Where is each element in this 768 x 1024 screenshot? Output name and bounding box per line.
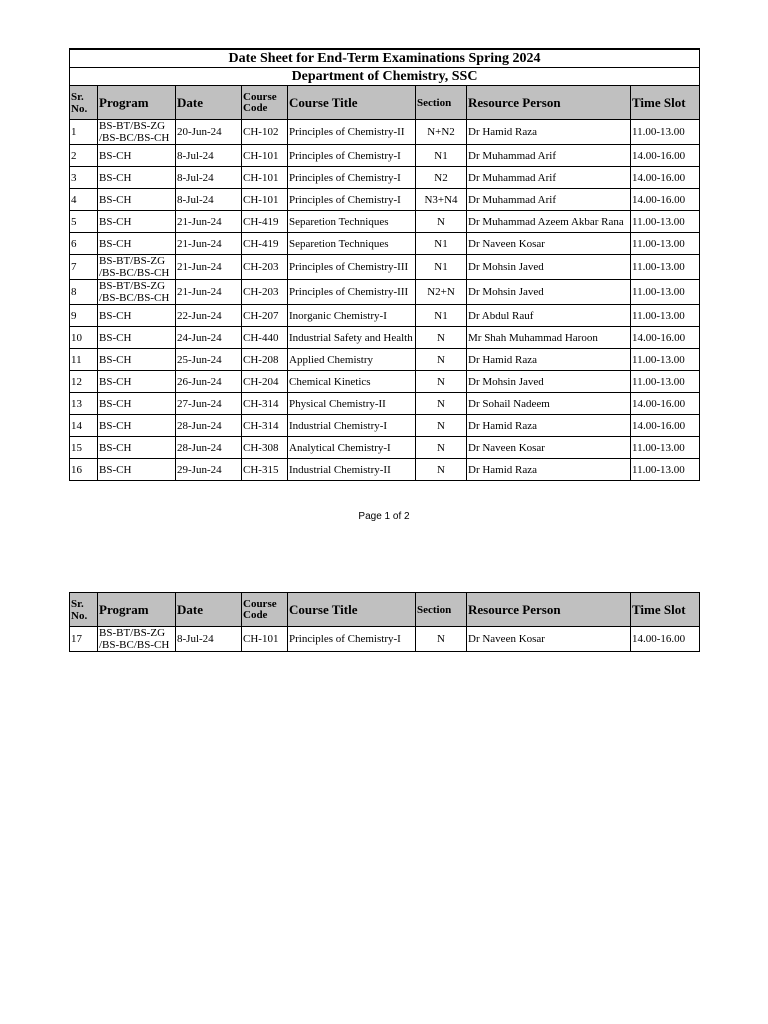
table-row: [70, 437, 700, 459]
cell-course-code: CH-203: [242, 280, 288, 305]
cell-sr-no: 3: [70, 167, 98, 189]
cell-date: 25-Jun-24: [176, 349, 242, 371]
cell-course-code: CH-314: [242, 415, 288, 437]
table-row: [70, 167, 700, 189]
date-sheet-table-continued: [69, 592, 700, 652]
cell-course-code: CH-101: [242, 627, 288, 652]
cell-sr-no: 8: [70, 280, 98, 305]
cell-sr-no: 6: [70, 233, 98, 255]
table-row: [70, 371, 700, 393]
cell-course-title: Applied Chemistry: [288, 349, 416, 371]
cell-course-title: Physical Chemistry-II: [288, 393, 416, 415]
cell-resource-person: Dr Hamid Raza: [467, 415, 631, 437]
cell-program: BS-BT/BS-ZG /BS-BC/BS-CH: [98, 627, 176, 652]
header-section: Section: [416, 86, 467, 120]
cell-section: N: [416, 371, 467, 393]
department-title: Department of Chemistry, SSC: [70, 68, 700, 86]
page-footer: Page 1 of 2: [358, 511, 410, 522]
cell-section: N: [416, 327, 467, 349]
cell-time-slot: 14.00-16.00: [631, 189, 700, 211]
cell-program: BS-CH: [98, 459, 176, 481]
cell-resource-person: Dr Muhammad Arif: [467, 189, 631, 211]
header-program: Program: [98, 593, 176, 627]
cell-course-title: Principles of Chemistry-I: [288, 145, 416, 167]
table-row: [70, 189, 700, 211]
cell-course-code: CH-101: [242, 189, 288, 211]
cell-resource-person: Dr Muhammad Arif: [467, 145, 631, 167]
cell-sr-no: 15: [70, 437, 98, 459]
cell-resource-person: Dr Muhammad Azeem Akbar Rana: [467, 211, 631, 233]
cell-course-title: Principles of Chemistry-III: [288, 255, 416, 280]
header-time-slot: Time Slot: [631, 86, 700, 120]
cell-resource-person: Dr Muhammad Arif: [467, 167, 631, 189]
cell-section: N: [416, 459, 467, 481]
cell-sr-no: 14: [70, 415, 98, 437]
table-row: [70, 349, 700, 371]
cell-section: N1: [416, 233, 467, 255]
cell-time-slot: 11.00-13.00: [631, 255, 700, 280]
table-row: [70, 459, 700, 481]
cell-section: N: [416, 627, 467, 652]
cell-course-title: Separetion Techniques: [288, 233, 416, 255]
cell-section: N2+N: [416, 280, 467, 305]
cell-course-title: Industrial Chemistry-II: [288, 459, 416, 481]
cell-date: 28-Jun-24: [176, 437, 242, 459]
cell-course-title: Principles of Chemistry-I: [288, 167, 416, 189]
header-resource-person: Resource Person: [467, 593, 631, 627]
cell-program: BS-CH: [98, 371, 176, 393]
header-time-slot: Time Slot: [631, 593, 700, 627]
cell-time-slot: 14.00-16.00: [631, 627, 700, 652]
cell-section: N1: [416, 255, 467, 280]
cell-date: 8-Jul-24: [176, 627, 242, 652]
table-row: [70, 255, 700, 280]
cell-sr-no: 1: [70, 120, 98, 145]
cell-date: 21-Jun-24: [176, 280, 242, 305]
cell-resource-person: Dr Hamid Raza: [467, 349, 631, 371]
cell-sr-no: 5: [70, 211, 98, 233]
sheet-title: Date Sheet for End-Term Examinations Spring 2024: [70, 49, 700, 68]
cell-sr-no: 10: [70, 327, 98, 349]
cell-time-slot: 11.00-13.00: [631, 305, 700, 327]
cell-section: N: [416, 393, 467, 415]
cell-resource-person: Dr Mohsin Javed: [467, 280, 631, 305]
cell-course-code: CH-419: [242, 233, 288, 255]
cell-time-slot: 11.00-13.00: [631, 280, 700, 305]
cell-resource-person: Dr Hamid Raza: [467, 120, 631, 145]
cell-resource-person: Mr Shah Muhammad Haroon: [467, 327, 631, 349]
cell-program: BS-CH: [98, 393, 176, 415]
header-course-title: Course Title: [288, 86, 416, 120]
cell-time-slot: 14.00-16.00: [631, 393, 700, 415]
cell-course-code: CH-308: [242, 437, 288, 459]
cell-section: N: [416, 415, 467, 437]
cell-resource-person: Dr Naveen Kosar: [467, 437, 631, 459]
table-row: [70, 415, 700, 437]
table-row: [70, 627, 700, 652]
cell-course-code: CH-314: [242, 393, 288, 415]
cell-date: 8-Jul-24: [176, 145, 242, 167]
cell-resource-person: Dr Naveen Kosar: [467, 627, 631, 652]
cell-course-code: CH-102: [242, 120, 288, 145]
cell-sr-no: 11: [70, 349, 98, 371]
cell-course-code: CH-207: [242, 305, 288, 327]
cell-sr-no: 7: [70, 255, 98, 280]
header-date: Date: [176, 86, 242, 120]
cell-course-code: CH-101: [242, 167, 288, 189]
header-row: [70, 593, 700, 627]
cell-section: N2: [416, 167, 467, 189]
cell-date: 28-Jun-24: [176, 415, 242, 437]
cell-section: N3+N4: [416, 189, 467, 211]
cell-program: BS-CH: [98, 349, 176, 371]
table-row: [70, 280, 700, 305]
cell-program: BS-CH: [98, 305, 176, 327]
cell-course-code: CH-204: [242, 371, 288, 393]
cell-time-slot: 14.00-16.00: [631, 327, 700, 349]
cell-course-title: Inorganic Chemistry-I: [288, 305, 416, 327]
cell-program: BS-CH: [98, 437, 176, 459]
header-course-title: Course Title: [288, 593, 416, 627]
table-row: [70, 145, 700, 167]
cell-course-title: Principles of Chemistry-III: [288, 280, 416, 305]
cell-course-title: Industrial Safety and Health: [288, 327, 416, 349]
cell-program: BS-CH: [98, 233, 176, 255]
cell-course-code: CH-419: [242, 211, 288, 233]
cell-course-code: CH-208: [242, 349, 288, 371]
cell-sr-no: 4: [70, 189, 98, 211]
header-date: Date: [176, 593, 242, 627]
cell-course-title: Separetion Techniques: [288, 211, 416, 233]
cell-time-slot: 14.00-16.00: [631, 167, 700, 189]
cell-time-slot: 14.00-16.00: [631, 145, 700, 167]
cell-sr-no: 12: [70, 371, 98, 393]
header-course-code: Course Code: [242, 86, 288, 120]
cell-date: 8-Jul-24: [176, 167, 242, 189]
cell-resource-person: Dr Mohsin Javed: [467, 371, 631, 393]
cell-time-slot: 11.00-13.00: [631, 437, 700, 459]
cell-sr-no: 16: [70, 459, 98, 481]
cell-section: N1: [416, 145, 467, 167]
cell-program: BS-CH: [98, 145, 176, 167]
cell-date: 8-Jul-24: [176, 189, 242, 211]
cell-program: BS-CH: [98, 211, 176, 233]
cell-section: N+N2: [416, 120, 467, 145]
cell-date: 24-Jun-24: [176, 327, 242, 349]
cell-time-slot: 11.00-13.00: [631, 371, 700, 393]
cell-time-slot: 11.00-13.00: [631, 211, 700, 233]
cell-course-title: Industrial Chemistry-I: [288, 415, 416, 437]
cell-course-title: Principles of Chemistry-I: [288, 627, 416, 652]
cell-program: BS-CH: [98, 167, 176, 189]
cell-program: BS-BT/BS-ZG /BS-BC/BS-CH: [98, 280, 176, 305]
cell-resource-person: Dr Abdul Rauf: [467, 305, 631, 327]
cell-course-title: Chemical Kinetics: [288, 371, 416, 393]
cell-section: N: [416, 349, 467, 371]
header-sr-no: Sr. No.: [70, 86, 98, 120]
cell-sr-no: 13: [70, 393, 98, 415]
cell-section: N1: [416, 305, 467, 327]
header-program: Program: [98, 86, 176, 120]
cell-program: BS-CH: [98, 415, 176, 437]
date-sheet-table: [69, 48, 700, 481]
cell-resource-person: Dr Naveen Kosar: [467, 233, 631, 255]
cell-time-slot: 11.00-13.00: [631, 120, 700, 145]
cell-course-code: CH-440: [242, 327, 288, 349]
cell-course-code: CH-101: [242, 145, 288, 167]
header-sr-no: Sr. No.: [70, 593, 98, 627]
cell-section: N: [416, 437, 467, 459]
cell-course-code: CH-203: [242, 255, 288, 280]
cell-date: 26-Jun-24: [176, 371, 242, 393]
cell-program: BS-BT/BS-ZG /BS-BC/BS-CH: [98, 120, 176, 145]
cell-course-title: Analytical Chemistry-I: [288, 437, 416, 459]
header-course-code: Course Code: [242, 593, 288, 627]
cell-resource-person: Dr Hamid Raza: [467, 459, 631, 481]
cell-time-slot: 11.00-13.00: [631, 233, 700, 255]
table-row: [70, 305, 700, 327]
table-row: [70, 120, 700, 145]
cell-course-code: CH-315: [242, 459, 288, 481]
cell-time-slot: 11.00-13.00: [631, 459, 700, 481]
cell-program: BS-CH: [98, 189, 176, 211]
header-row: [70, 86, 700, 120]
cell-date: 21-Jun-24: [176, 255, 242, 280]
cell-course-title: Principles of Chemistry-I: [288, 189, 416, 211]
table-row: [70, 393, 700, 415]
cell-section: N: [416, 211, 467, 233]
table-row: [70, 211, 700, 233]
cell-course-title: Principles of Chemistry-II: [288, 120, 416, 145]
cell-resource-person: Dr Sohail Nadeem: [467, 393, 631, 415]
cell-sr-no: 9: [70, 305, 98, 327]
cell-program: BS-BT/BS-ZG /BS-BC/BS-CH: [98, 255, 176, 280]
cell-date: 20-Jun-24: [176, 120, 242, 145]
cell-date: 21-Jun-24: [176, 211, 242, 233]
cell-resource-person: Dr Mohsin Javed: [467, 255, 631, 280]
cell-date: 29-Jun-24: [176, 459, 242, 481]
header-resource-person: Resource Person: [467, 86, 631, 120]
cell-program: BS-CH: [98, 327, 176, 349]
cell-date: 21-Jun-24: [176, 233, 242, 255]
cell-sr-no: 17: [70, 627, 98, 652]
cell-date: 22-Jun-24: [176, 305, 242, 327]
table-row: [70, 233, 700, 255]
table-row: [70, 327, 700, 349]
cell-sr-no: 2: [70, 145, 98, 167]
header-section: Section: [416, 593, 467, 627]
cell-time-slot: 11.00-13.00: [631, 349, 700, 371]
cell-date: 27-Jun-24: [176, 393, 242, 415]
cell-time-slot: 14.00-16.00: [631, 415, 700, 437]
